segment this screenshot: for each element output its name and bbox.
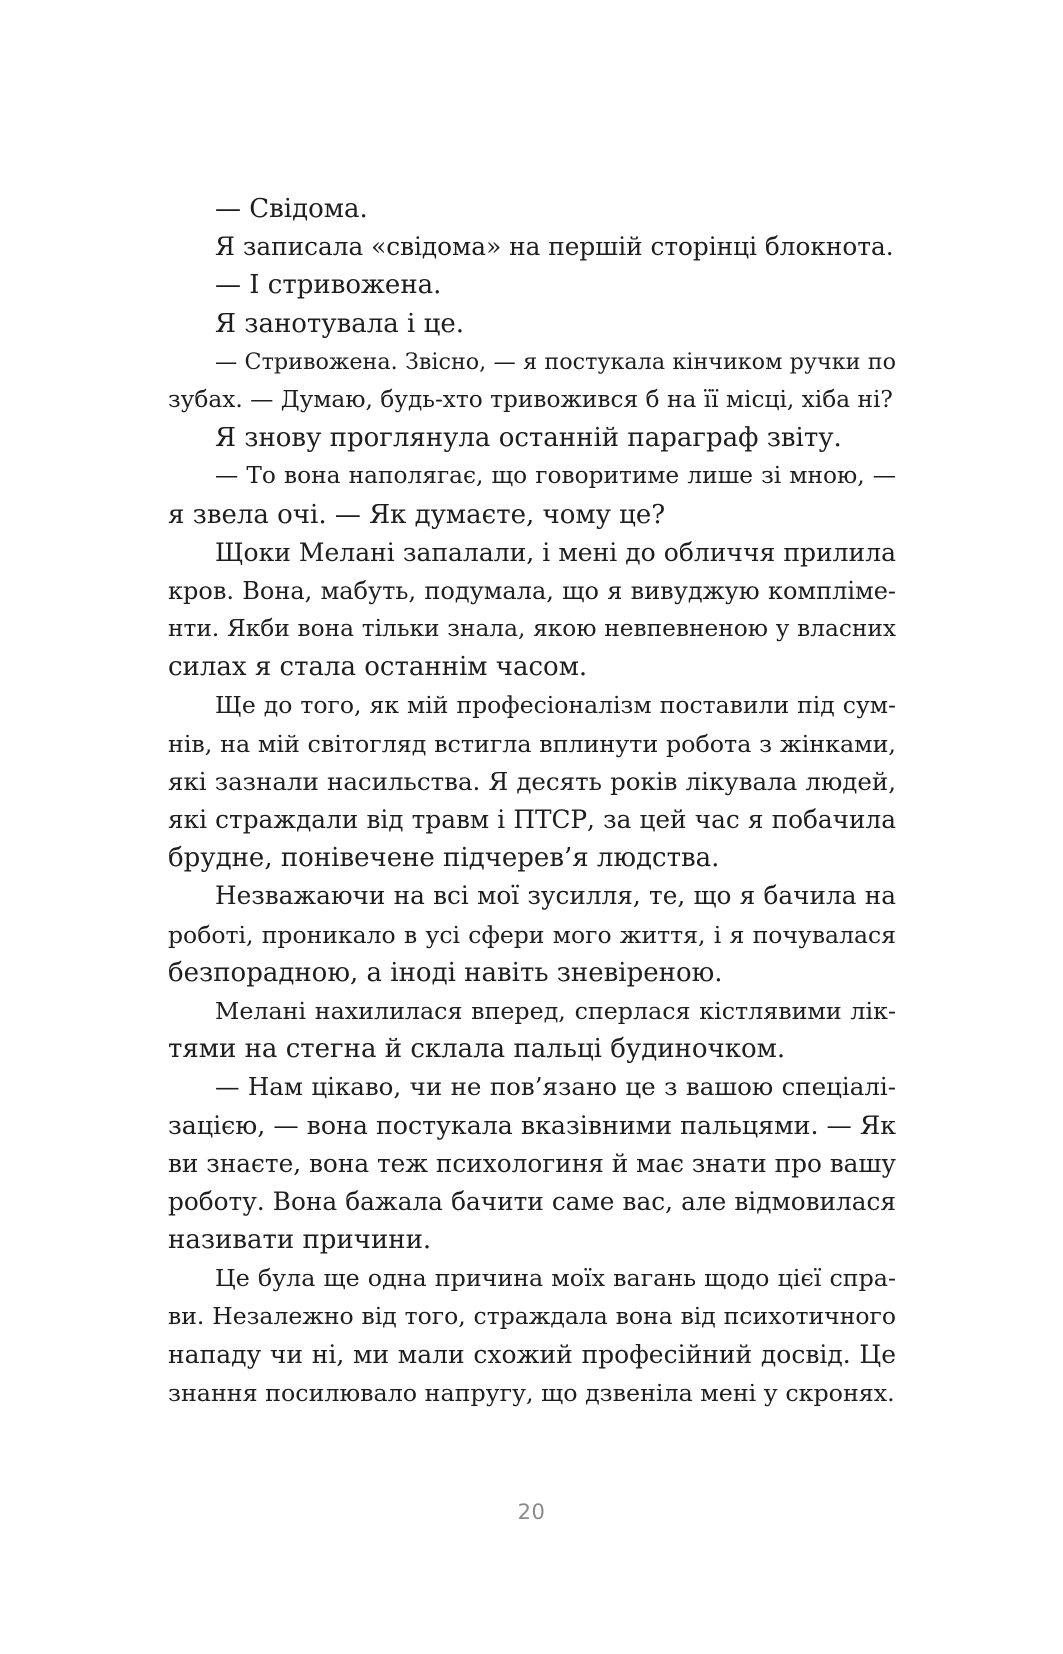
- paragraph: [168, 1068, 896, 1259]
- paragraph: [168, 1259, 896, 1412]
- text-line: які зазнали насильства. Я десять років лікувала людей,: [168, 766, 896, 796]
- text-line: Я занотувала і це.: [215, 308, 464, 339]
- text-line: знання посилювало напругу, що дзвеніла мені у скронях.: [168, 1378, 895, 1407]
- text-line: Я записала «свідома» на першій сторінці блокнота.: [215, 232, 894, 262]
- paragraph: [168, 992, 896, 1068]
- paragraph: [168, 266, 896, 304]
- text-line: роботі, проникало в усі сфери мого життя, і я почувалася: [168, 920, 896, 949]
- text-line: силах я стала останнім часом.: [168, 652, 588, 683]
- text-line: ви. Незалежно від того, страждала вона від психотичного: [168, 1302, 896, 1331]
- paragraph: [168, 457, 896, 533]
- text-line: Ще до того, як мій професіоналізм поставили під сум-: [215, 691, 896, 720]
- text-line: які страждали від травм і ПТСР, за цей час я побачила: [168, 805, 896, 834]
- text-line: — Нам цікаво, чи не пов’язано це з вашою спеціалі-: [215, 1072, 896, 1102]
- paragraph: [168, 343, 896, 419]
- text-line: роботу. Вона бажала бачити саме вас, але відмовилася: [168, 1186, 896, 1216]
- paragraph: [168, 419, 896, 457]
- text-line: тями на стегна й склала пальці будиночком.: [168, 1034, 786, 1065]
- text-line: зубах. — Думаю, будь-хто тривожився б на її місці, хіба ні?: [168, 385, 893, 413]
- text-line: називати причини.: [168, 1225, 432, 1256]
- paragraph: [168, 686, 896, 877]
- text-line: Щоки Мелані запалали, і мені до обличчя прилила: [215, 537, 896, 567]
- text-line: нів, на мій світогляд встигла вплинути робота з жінками,: [168, 729, 896, 758]
- text-line: нти. Якби вона тільки знала, якою невпевненою у власних: [168, 615, 896, 643]
- text-line: нападу чи ні, ми мали схожий професійний досвід. Це: [168, 1339, 896, 1369]
- page-number: 20: [517, 1500, 546, 1524]
- text-line: Це була ще одна причина моїх вагань щодо цієї спра-: [215, 1264, 896, 1293]
- text-line: Мелані нахилилася вперед, сперлася кістлявими лік-: [215, 996, 896, 1025]
- text-line: — То вона наполягає, що говоритиме лише зі мною, —: [215, 462, 896, 490]
- text-line: Незважаючи на всі мої зусилля, те, що я бачила на: [215, 881, 896, 911]
- paragraph: [168, 534, 896, 687]
- text-line: кров. Вона, мабуть, подумала, що я вивуджую компліме-: [168, 576, 896, 605]
- body-text: [168, 190, 896, 1412]
- text-line: Я знову проглянула останній параграф звіту.: [215, 423, 842, 454]
- text-line: я звела очі. — Як думаєте, чому це?: [168, 499, 666, 530]
- paragraph: [168, 190, 896, 228]
- text-line: ви знаєте, вона теж психологиня й має знати про вашу: [168, 1148, 896, 1178]
- paragraph: [168, 877, 896, 992]
- text-line: брудне, понівечене підчерев’я людства.: [168, 843, 720, 874]
- text-line: зацією, — вона постукала вказівними пальцями. — Як: [168, 1110, 896, 1140]
- text-line: — Свідома.: [215, 194, 368, 224]
- paragraph: [168, 228, 896, 266]
- text-line: — Стривожена. Звісно, — я постукала кінчиком ручки по: [215, 348, 896, 375]
- paragraph: [168, 305, 896, 343]
- text-line: — І стривожена.: [215, 270, 442, 301]
- text-line: безпорадною, а іноді навіть зневіреною.: [168, 957, 723, 988]
